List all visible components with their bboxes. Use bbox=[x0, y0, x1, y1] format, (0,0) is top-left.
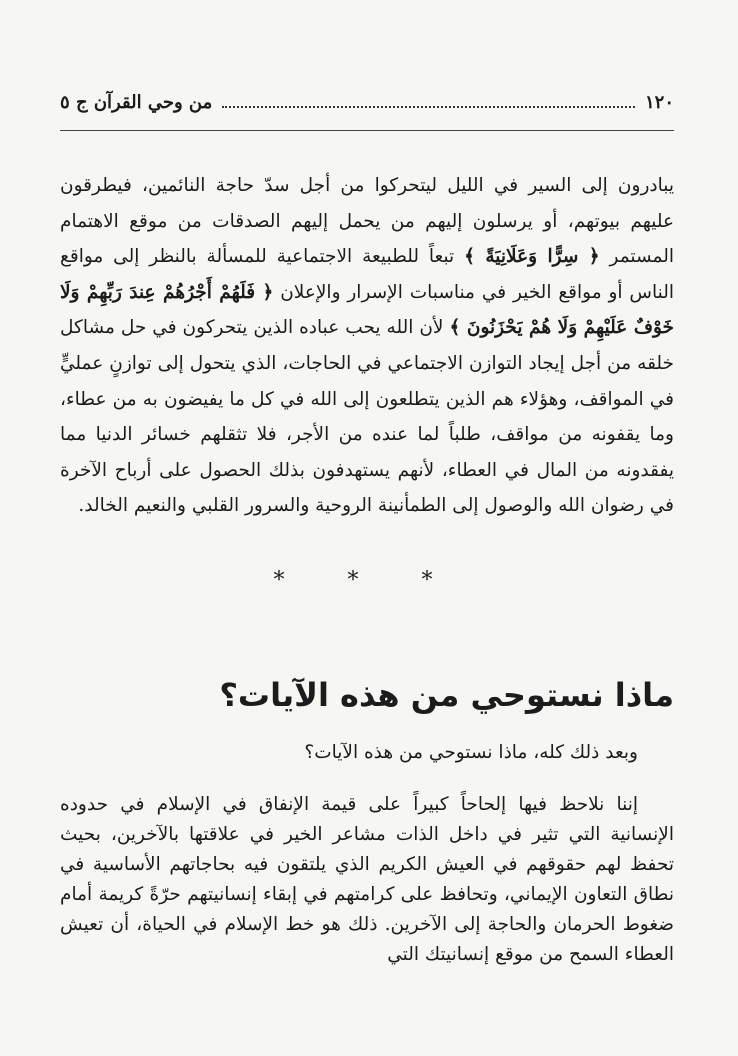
paragraph-1 bbox=[60, 168, 674, 524]
paragraph-1-part-1: يبادرون إلى السير في الليل ليتحركوا من أجل سدّ حاجة النائمين، فيطرقون عليهم بيوتهم، أو يرسلون إليهم من يحمل إليهم الصدقات من موقع الاهتمام المستمر bbox=[60, 175, 674, 268]
book-title: من وحي القرآن ج ٥ bbox=[60, 92, 213, 113]
paragraph-1-part-3: لأن الله يحب عباده الذين يتحركون في حل مشاكل خلقه من أجل إيجاد التوازن الاجتماعي في الحاجات، الذي يتحول إلى توازنٍ عمليٍّ في المواقف، وهؤلاء هم الذين يتطلعون إلى الله في كل ما يفيضون به من عطاء، وما يقفونه من مواقف، طلباً لما عنده من الأجر، فلا تثقلهم خسائر الدنيا مما يفقدونه من المال في العطاء، لأنهم يستهدفون بذلك الحصول على أرباح الآخرة في رضوان الله والوصول إلى الطمأنينة الروحية والسرور القلبي والنعيم الخالد. bbox=[60, 317, 674, 517]
section-separator: * * * bbox=[273, 568, 461, 593]
running-header bbox=[60, 92, 674, 113]
paragraph-1-part-2: تبعاً للطبيعة الاجتماعية للمسألة بالنظر إلى مواقع الناس أو مواقع الخير في مناسبات الإسرار والإعلان bbox=[60, 246, 674, 303]
paragraph-2-text: إننا نلاحظ فيها إلحاحاً كبيراً على قيمة الإنفاق في الإسلام في حدوده الإنسانية التي تثير في داخل الذات مشاعر الخير في علاقتها بالآخرين، بحيث تحفظ لهم حقوقهم في العيش الكريم الذي يلتقون فيه بحاجاتهم الأساسية في نطاق التعاون الإيماني، وتحافظ على كرامتهم في إبقاء إنسانيتهم حرّةً كريمة أمام ضغوط الحرمان والحاجة إلى الآخرين. ذلك هو خط الإسلام في الحياة، أن تعيش العطاء السمح من موقع إنسانيتك التي bbox=[60, 794, 674, 965]
section-question: وبعد ذلك كله، ماذا نستوحي من هذه الآيات؟ bbox=[304, 742, 638, 763]
header-dot-leader bbox=[222, 106, 635, 108]
section-heading: ماذا نستوحي من هذه الآيات؟ bbox=[219, 676, 674, 714]
quran-quote-2: ﴿ فَلَهُمْ أَجْرُهُمْ عِندَ رَبِّهِمْ وَلَا خَوْفٌ عَلَيْهِمْ وَلَا هُمْ يَحْزَنُونَ ﴾ bbox=[60, 281, 674, 339]
quran-quote-1: ﴿ سِرًّا وَعَلَانِيَةً ﴾ bbox=[464, 246, 600, 268]
page-number: ١٢٠ bbox=[644, 92, 674, 113]
header-rule bbox=[60, 130, 674, 131]
paragraph-2 bbox=[60, 790, 674, 970]
